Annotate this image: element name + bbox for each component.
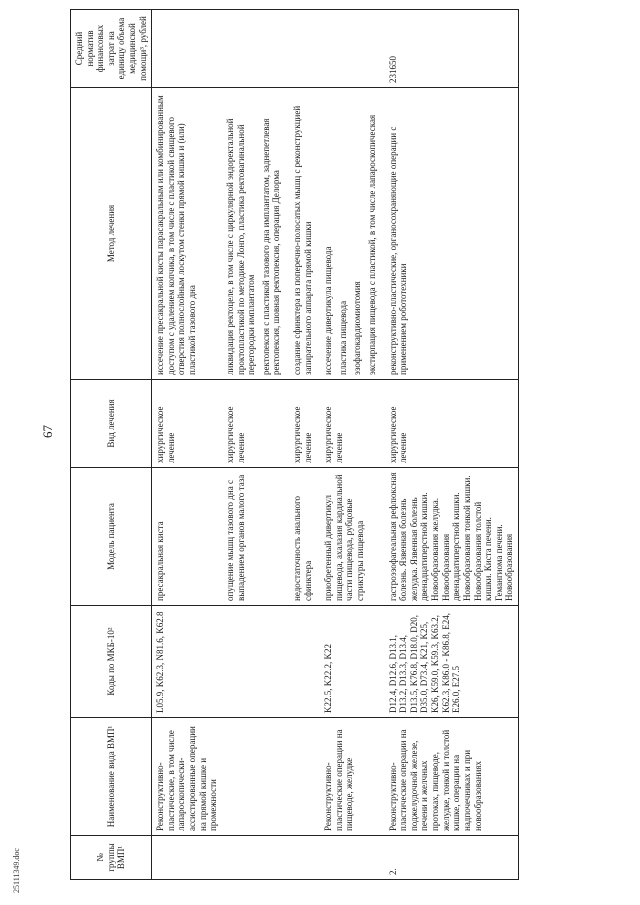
method-item: иссечение дивертикула пищевода: [323, 246, 334, 375]
cell-cost: [222, 10, 289, 88]
cell-cost: [152, 10, 222, 88]
cell-codes: L05.9, K62.3, N81.6, K62.8: [152, 606, 222, 718]
cell-model: недостаточность анального сфинктера: [289, 468, 320, 606]
vmp-table: [70, 9, 519, 880]
cell-group: [289, 836, 320, 880]
method-item: пластика пищевода: [337, 300, 348, 375]
cell-method: [152, 88, 222, 380]
header-group-number: № группы ВМП¹: [95, 843, 127, 872]
cell-model: приобретенный дивертикул пищевода, ахалазия кардиальной части пищевода, рубцовые стриктуры пищевода: [320, 468, 384, 606]
method-item: ликвидация ректоцеле, в том числе с циркулярной эндоректальной проктопластикой по методике Лонго, пластика ректовагинальной перегородки имплантатом: [224, 118, 257, 375]
rotated-table-container: [70, 10, 620, 880]
method-item: реконструктивно-пластические, органосохраняющие операции с применением робототехники: [387, 126, 409, 375]
cell-name: Реконструктивно-пластические операции на пищеводе, желудке: [320, 718, 384, 836]
header-cost-norm: Средний норматив финансовых затрат на единицу объема медицинской помощи³, рублей: [71, 10, 152, 88]
cell-treatment: хирургическое лечение: [320, 380, 384, 468]
table-row: [152, 10, 222, 880]
method-item: иссечение пресакральной кисты парасакральным или комбинированным доступом с удалением копчика, в том числе с пластикой свищевого отверстия полнослойным лоскутом стенки прямой кишки и (или) пластикой тазового дна: [155, 95, 198, 375]
cell-treatment: хирургическое лечение: [222, 380, 289, 468]
cell-treatment: хирургическое лечение: [289, 380, 320, 468]
table-row: [320, 10, 384, 880]
header-treatment-type: Вид лечения: [71, 380, 152, 468]
cell-method: [385, 88, 519, 380]
cell-group: [320, 836, 384, 880]
header-patient-model: Модель пациента: [71, 468, 152, 606]
table-row: [385, 10, 519, 880]
cell-codes: [289, 606, 320, 718]
table-header-row: [71, 10, 152, 880]
cell-cost: 231650: [385, 10, 519, 88]
method-item: эзофагокардиомиотомия: [352, 281, 363, 375]
cell-model: гастроэзофагеальная рефлюксная болезнь. Язвенная болезнь желудка. Язвенная болезнь двенадцатиперстной кишки. Новообразования желудка. Новообразования двенадцатиперстной кишки. Новообразования тонкой кишки. Новообразования толстой кишки. Киста печени. Гемангиома печени. Новообразования: [385, 468, 519, 606]
method-item: создание сфинктера из поперечно-полосатых мышц с реконструкцией запирательного аппарата прямой кишки: [291, 105, 313, 375]
cell-group: 2.: [387, 868, 398, 875]
page-number: 67: [40, 425, 55, 438]
method-item: ректопексия с пластикой тазового дна имплантатом, заднепетлевая ректопексия, шовная ректопексия, операция Делорма: [260, 118, 282, 375]
table-row: [289, 10, 320, 880]
cell-name: Реконструктивно-пластические операции на поджелудочной железе, печени и желчных протоках, пищеводе, желудке, тонкой и толстой кишке, операции на надпочечниках и при новообразованиях: [385, 718, 519, 836]
cell-group: [152, 836, 222, 880]
cell-codes: D12.4, D12.6, D13.1, D13.2, D13.3, D13.4, D13.5, K76.8, D18.0, D20, D35.0, D73.4, K21, K25, K26, K59.0, K59.3, K63.2, K62.3, K86.0 - K86.8, E24, E26.0, E27.5: [385, 606, 519, 718]
cell-model: пресакральная киста: [152, 468, 222, 606]
cell-codes: K22.5, K22.2, K22: [320, 606, 384, 718]
table-row: [222, 10, 289, 880]
cell-method: [222, 88, 289, 380]
cell-codes: [222, 606, 289, 718]
cell-name: Реконструктивно-пластические, в том числе лапароскопически-ассистированные операции на прямой кишке и промежности: [152, 718, 222, 836]
cell-model: опущение мышц тазового дна с выпадением органов малого таза: [222, 468, 289, 606]
cell-cost: [289, 10, 320, 88]
cell-cost: [320, 10, 384, 88]
cell-method: [289, 88, 320, 380]
cell-group: [222, 836, 289, 880]
cell-treatment: хирургическое лечение: [385, 380, 519, 468]
cell-name: [222, 718, 289, 836]
cell-method: [320, 88, 384, 380]
header-icd-codes: Коды по МКБ-10²: [71, 606, 152, 718]
cell-name: [289, 718, 320, 836]
cell-treatment: хирургическое лечение: [152, 380, 222, 468]
header-treatment-method: Метод лечения: [71, 88, 152, 380]
method-item: экстирпация пищевода с пластикой, в том числе лапароскопическая: [367, 114, 378, 375]
footer-file-code: 25111349.doc: [12, 848, 21, 893]
header-vmp-name: Наименование вида ВМП¹: [71, 718, 152, 836]
